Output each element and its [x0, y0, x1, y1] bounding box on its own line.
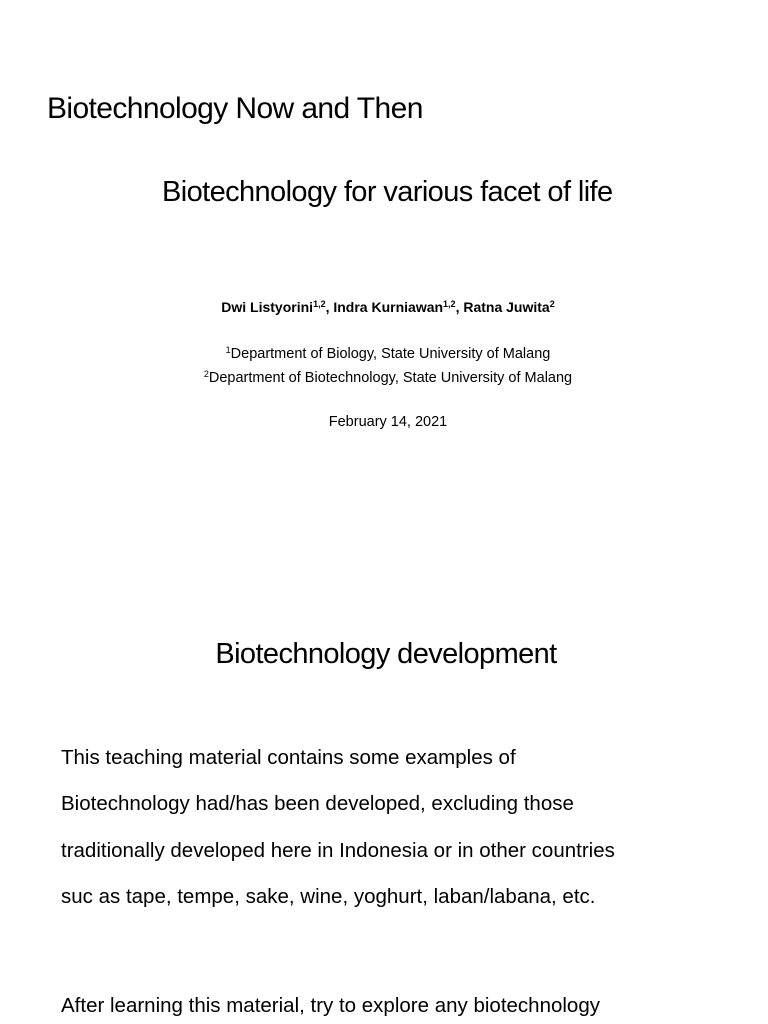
paragraph-line: Biotechnology had/has been developed, excluding those	[61, 792, 574, 815]
affiliation-line	[0, 345, 768, 362]
author-affiliation-mark: 1,2	[313, 299, 326, 309]
author-list	[0, 299, 768, 315]
author-separator: ,	[325, 299, 334, 315]
paragraph-line: suc as tape, tempe, sake, wine, yoghurt, laban/labana, etc.	[61, 885, 596, 908]
affiliation-mark: 1	[225, 345, 231, 355]
paragraph-line: This teaching material contains some examples of	[61, 746, 516, 769]
author-affiliation-mark: 2	[549, 299, 555, 309]
author-name: Indra Kurniawan	[333, 299, 444, 315]
author-separator: ,	[455, 299, 464, 315]
publication-date: February 14, 2021	[328, 414, 448, 430]
affiliation-mark: 2	[203, 369, 209, 379]
paragraph-line: After learning this material, try to explore any biotechnology	[61, 994, 600, 1017]
affiliation-text: Department of Biology, State University of Malang	[230, 346, 551, 362]
paragraph-line: traditionally developed here in Indonesia or in other countries	[61, 839, 615, 862]
section-heading: Biotechnology development	[215, 638, 557, 670]
author-name: Ratna Juwita	[463, 299, 550, 315]
affiliation-text: Department of Biotechnology, State University of Malang	[208, 370, 573, 386]
affiliation-line	[0, 369, 768, 386]
page-subtitle: Biotechnology for various facet of life	[162, 176, 613, 208]
page-title: Biotechnology Now and Then	[47, 92, 423, 125]
author-name: Dwi Listyorini	[221, 299, 314, 315]
author-affiliation-mark: 1,2	[443, 299, 456, 309]
